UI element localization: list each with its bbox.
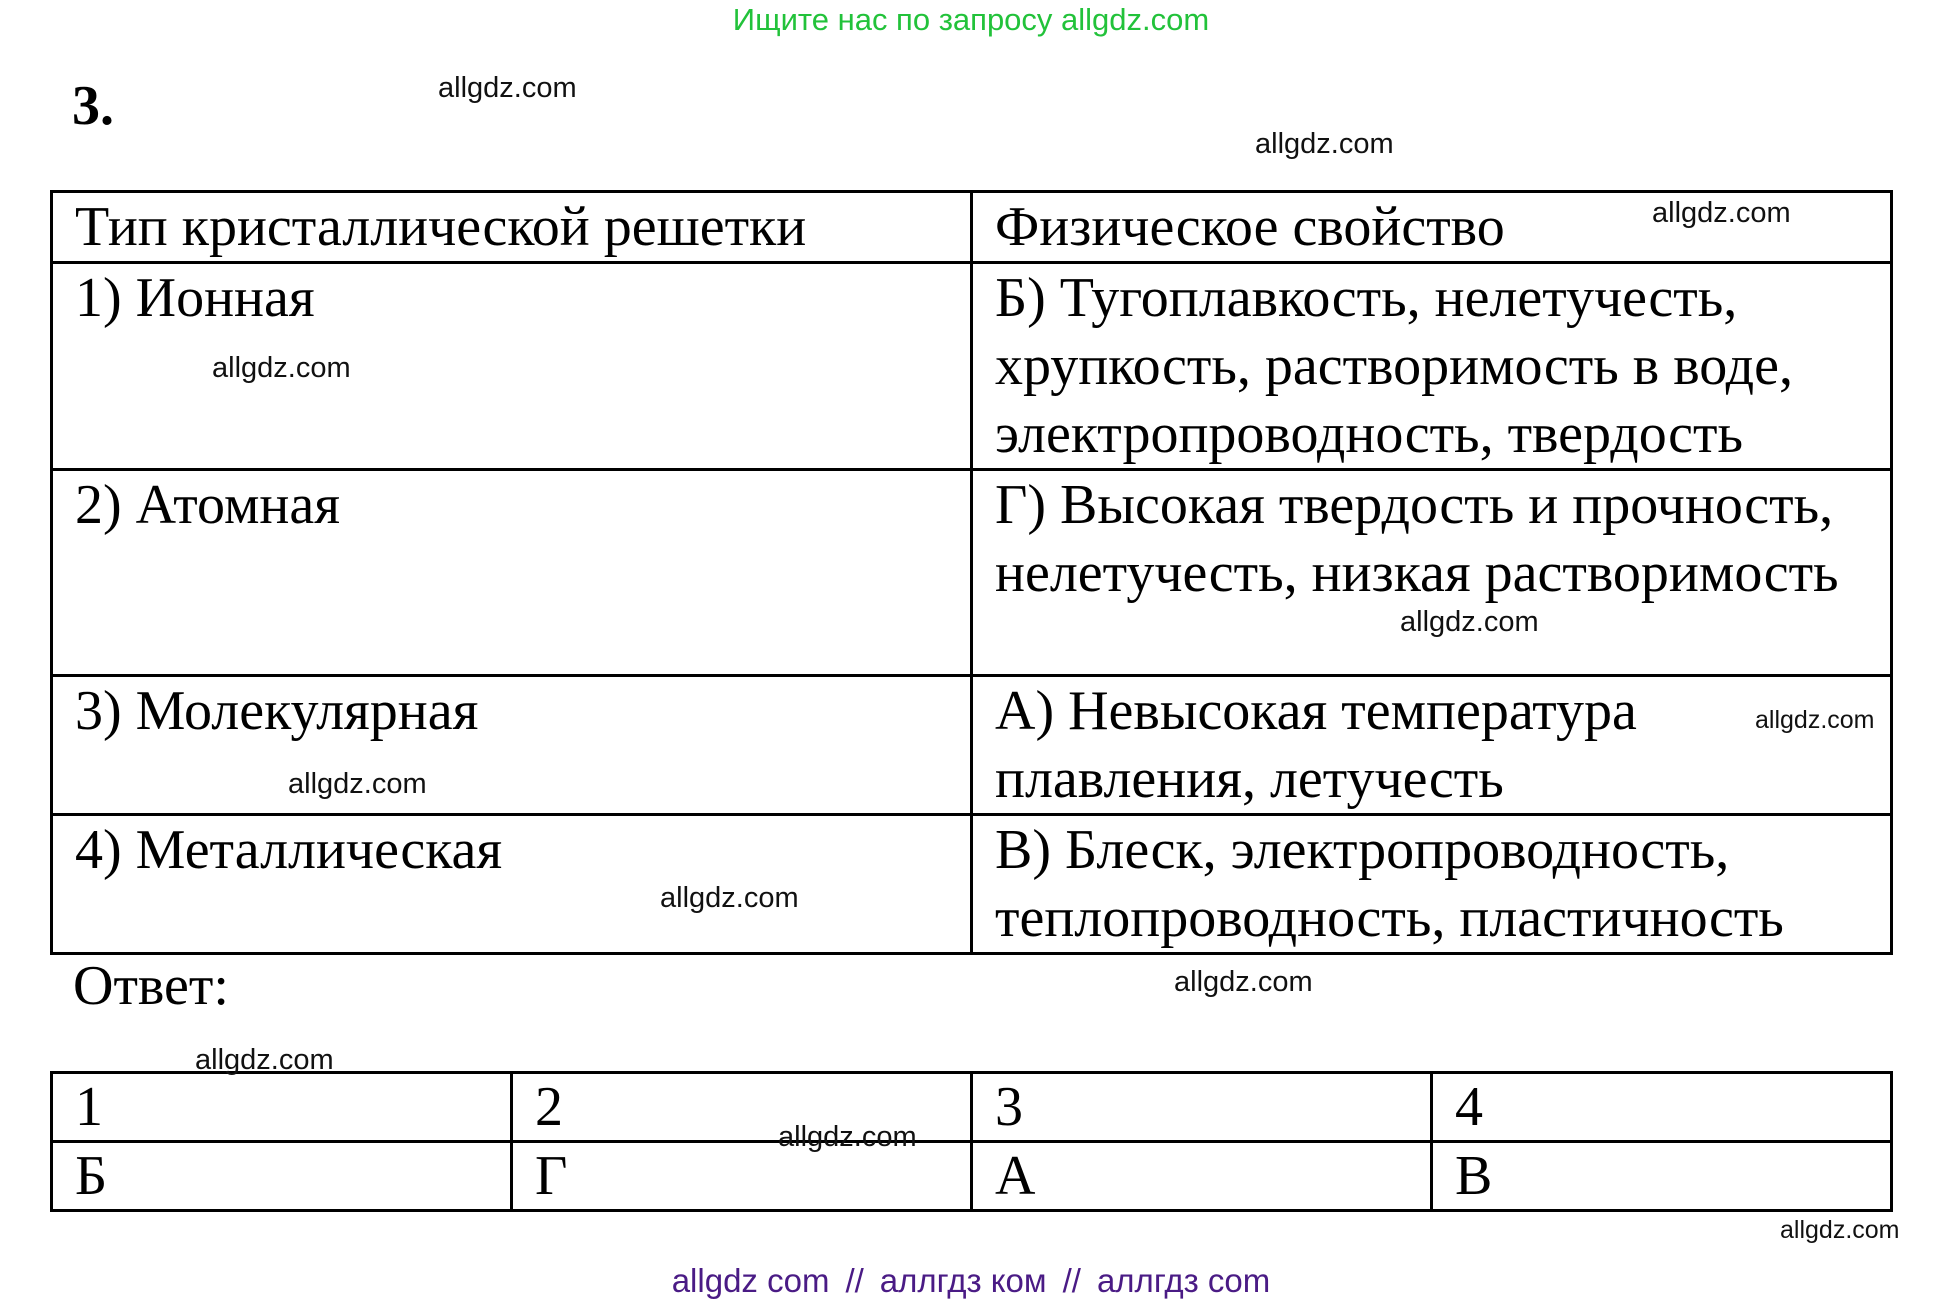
footer-link[interactable]: allgdz com [671,1262,830,1299]
lattice-type-cell: 3) Молекулярная [52,676,972,815]
answer-letters-row [52,1142,1892,1211]
footer-link[interactable]: аллгдз ком [879,1262,1047,1299]
answer-table [50,1071,1893,1212]
footer-separator: // [845,1262,864,1299]
watermark: allgdz.com [195,1044,334,1076]
property-cell: Б) Тугоплавкость, нелетучесть, хрупкость, растворимость в воде, электропроводность, твердость [972,263,1892,470]
property-cell: Г) Высокая твердость и прочность, нелетучесть, низкая растворимость [972,470,1892,676]
table-row [52,470,1892,676]
watermark: allgdz.com [1174,966,1313,998]
watermark: allgdz.com [778,1121,917,1153]
crystal-lattice-table [50,190,1893,955]
watermark: allgdz.com [660,882,799,914]
answer-number: 2 [512,1073,972,1142]
answer-label: Ответ: [73,955,229,1017]
watermark: allgdz.com [1780,1216,1900,1244]
property-cell: В) Блеск, электропроводность, теплопроводность, пластичность [972,815,1892,954]
answer-letter: Б [52,1142,512,1211]
lattice-type-cell: 2) Атомная [52,470,972,676]
answer-letter: Г [512,1142,972,1211]
task-number: 3. [72,75,114,137]
lattice-type-cell: 1) Ионная [52,263,972,470]
watermark: allgdz.com [1652,197,1791,229]
watermark: allgdz.com [438,72,577,104]
watermark: allgdz.com [288,768,427,800]
property-cell: А) Невысокая температура плавления, летучесть [972,676,1892,815]
answer-number: 3 [972,1073,1432,1142]
watermark: allgdz.com [1755,706,1875,734]
header-physical-property: Физическое свойство [972,192,1892,263]
answer-letter: А [972,1142,1432,1211]
top-banner: Ищите нас по запросу allgdz.com [732,2,1210,37]
table-row [52,815,1892,954]
answer-letter: В [1432,1142,1892,1211]
answer-numbers-row [52,1073,1892,1142]
footer [0,1262,1942,1299]
watermark: allgdz.com [212,352,351,384]
watermark: allgdz.com [1255,128,1394,160]
footer-link[interactable]: аллгдз com [1096,1262,1271,1299]
watermark: allgdz.com [1400,606,1539,638]
header-lattice-type: Тип кристаллической решетки [52,192,972,263]
footer-separator: // [1062,1262,1081,1299]
lattice-type-cell: 4) Металлическая [52,815,972,954]
answer-number: 1 [52,1073,512,1142]
table-header-row [52,192,1892,263]
answer-number: 4 [1432,1073,1892,1142]
